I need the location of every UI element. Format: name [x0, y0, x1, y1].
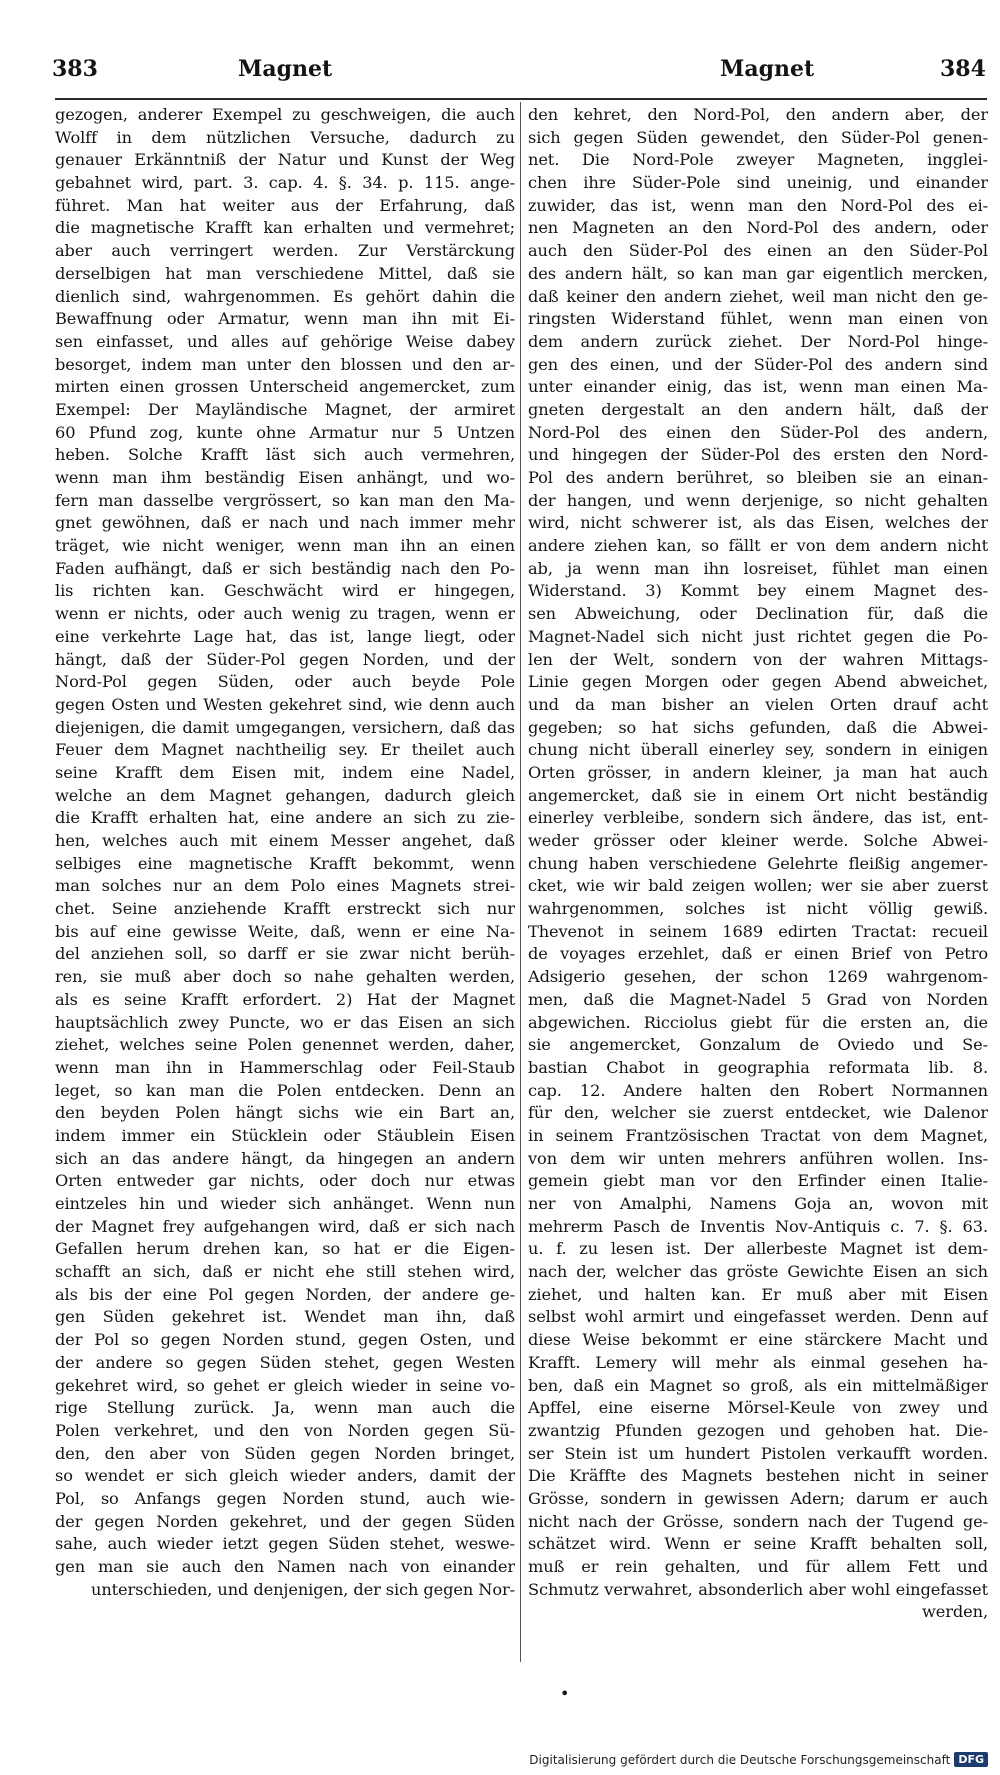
- text-line: fern man dasselbe vergrössert, so kan man den Ma-: [55, 490, 515, 510]
- text-line: Thevenot in seinem 1689 edirten Tractat: recueil: [528, 921, 988, 941]
- text-line: als es seine Krafft erfordert. 2) Hat der Magnet: [55, 989, 515, 1009]
- text-line: gen des einen, und der Süder-Pol des andern sind: [528, 354, 988, 374]
- text-line: sich gegen Süden gewendet, den Süder-Pol genen-: [528, 127, 988, 147]
- text-line: ner von Amalphi, Namens Goja an, wovon mit: [528, 1194, 988, 1213]
- text-line: wahrgenommen, solches ist nicht völlig gewiß.: [528, 899, 988, 919]
- text-line: Magnet-Nadel sich nicht just richtet gegen die Po-: [528, 626, 988, 646]
- text-line: der Pol so gegen Norden stund, gegen Osten, und: [55, 1330, 515, 1350]
- text-line: eintzeles hin und wieder sich anhänget. Wenn nun: [55, 1194, 515, 1213]
- text-line: selbst wohl armirt und eingefasset werden. Denn auf: [528, 1307, 988, 1327]
- running-title-right: Magnet: [720, 56, 815, 82]
- text-line: der gegen Norden gekehret, und der gegen Süden: [55, 1511, 515, 1531]
- text-line: welche an dem Magnet gehangen, dadurch gleich: [55, 785, 515, 805]
- text-line: man solches nur an dem Polo eines Magnets strei-: [55, 876, 515, 896]
- text-line: sahe, auch wieder ietzt gegen Süden stehet, weswe-: [55, 1534, 515, 1554]
- text-line: u. f. zu lesen ist. Der allerbeste Magnet ist dem-: [528, 1239, 988, 1259]
- text-line: und hingegen der Süder-Pol des ersten den Nord-: [528, 445, 988, 465]
- text-line: Polen verkehret, und den von Norden gegen Sü-: [55, 1420, 515, 1440]
- column-divider: [520, 102, 521, 1662]
- text-line: sen Abweichung, oder Declination für, daß die: [528, 604, 988, 624]
- text-line: gegeben; so hat sichs gefunden, daß die Abwei-: [528, 717, 988, 737]
- text-line: len der Welt, sondern von der wahren Mittags-: [528, 649, 988, 669]
- text-line: Wolff in dem nützlichen Versuche, dadurch zu: [55, 127, 515, 147]
- text-line: selbiges eine magnetische Krafft bekommt, wenn: [55, 853, 515, 873]
- text-line: gegen Osten und Westen gekehret sind, wie denn auch: [55, 694, 515, 714]
- text-line: leget, so kan man die Polen entdecken. Denn an: [55, 1080, 515, 1100]
- text-line: derselbigen hat man verschiedene Mittel, daß sie: [55, 263, 515, 283]
- text-line: Orten entweder gar nichts, oder doch nur etwas: [55, 1171, 515, 1191]
- text-line: bis auf eine gewisse Weite, daß, wenn er eine Na-: [55, 921, 515, 941]
- text-line: des andern hält, so kan man gar eigentlich mercken,: [528, 263, 988, 283]
- text-line: Orten grösser, in andern kleiner, ja man hat auch: [528, 762, 988, 782]
- text-line: net. Die Nord-Pole zweyer Magneten, ingglei-: [528, 150, 988, 170]
- text-line: den beyden Polen hängt sichs wie ein Bart an,: [55, 1103, 515, 1123]
- text-line: den kehret, den Nord-Pol, den andern aber, der: [528, 105, 988, 124]
- page-mark: •: [560, 1684, 570, 1703]
- page-number-right: 384: [940, 56, 986, 82]
- text-line: ab, ja wenn man ihn losreiset, fühlet man einen: [528, 558, 988, 578]
- text-line: nicht nach der Grösse, sondern nach der Tugend ge-: [528, 1511, 988, 1531]
- text-line: aber auch verringert werden. Zur Verstärckung: [55, 241, 515, 261]
- text-line: indem immer ein Stücklein oder Stäublein Eisen: [55, 1125, 515, 1145]
- text-line: dem andern zurück ziehet. Der Nord-Pol hinge-: [528, 331, 988, 351]
- text-line: Widerstand. 3) Kommt bey einem Magnet des-: [528, 581, 988, 601]
- text-line: ringsten Widerstand fühlet, wenn man einen von: [528, 309, 988, 329]
- text-line: seine Krafft dem Eisen mit, indem eine Nadel,: [55, 762, 515, 782]
- text-line: ser Stein ist um hundert Pistolen verkaufft worden.: [528, 1443, 988, 1463]
- text-line: träget, wie nicht weniger, wenn man ihn an einen: [55, 536, 515, 556]
- text-line: Pol des andern berühret, so bleiben sie an einan-: [528, 468, 988, 487]
- text-line: Feuer dem Magnet nachtheilig sey. Er theilet auch: [55, 740, 515, 760]
- page-number-left: 383: [52, 56, 98, 82]
- text-line: der hangen, und wenn derjenige, so nicht gehalten: [528, 490, 988, 510]
- text-line: für den, welcher sie zuerst entdecket, wie Dalenor: [528, 1103, 988, 1123]
- text-line: wird, nicht schwerer ist, als das Eisen, welches der: [528, 513, 988, 533]
- text-line: muß er rein gehalten, und für allem Fett und: [528, 1557, 988, 1576]
- text-line: so wendet er sich gleich wieder anders, damit der: [55, 1466, 515, 1486]
- text-line: mirten einen grossen Unterscheid angemercket, zum: [55, 377, 515, 397]
- text-line: bastian Chabot in geographia reformata lib. 8.: [528, 1057, 988, 1077]
- footer-text: Digitalisierung gefördert durch die Deutsche Forschungsgemeinschaft: [529, 1752, 951, 1767]
- text-line: den, den aber von Süden gegen Norden bringet,: [55, 1443, 515, 1463]
- text-line: 60 Pfund zog, kunte ohne Armatur nur 5 Untzen: [55, 422, 515, 442]
- text-line: zwantzig Pfunden gezogen und gehoben hat. Die-: [528, 1420, 988, 1440]
- text-line: daß keiner den andern ziehet, weil man nicht den ge-: [528, 286, 988, 306]
- text-line: wenn man ihn in Hammerschlag oder Feil-Staub: [55, 1057, 515, 1077]
- left-column: [55, 104, 515, 1601]
- text-line: sie angemercket, Gonzalum de Oviedo und Se-: [528, 1035, 988, 1055]
- text-line: als bis der eine Pol gegen Norden, der andere ge-: [55, 1284, 515, 1304]
- text-line: auch den Süder-Pol des einen an den Süder-Pol: [528, 241, 988, 261]
- text-line: Faden aufhängt, daß er sich beständig nach den Po-: [55, 558, 515, 578]
- text-line: Schmutz verwahret, absonderlich aber wohl eingefasset: [528, 1579, 988, 1599]
- text-line: ben, daß ein Magnet so groß, als ein mittelmäßiger: [528, 1375, 988, 1395]
- text-line: Die Kräffte des Magnets bestehen nicht in seiner: [528, 1466, 988, 1486]
- text-line: nach der, welcher das gröste Gewichte Eisen an sich: [528, 1262, 988, 1282]
- text-line: chung haben verschiedene Gelehrte fleißig angemer-: [528, 853, 988, 873]
- text-line: in seinem Frantzösischen Tractat von dem Magnet,: [528, 1125, 988, 1145]
- text-line: die magnetische Krafft kan erhalten und vermehret;: [55, 218, 515, 238]
- text-line: chet. Seine anziehende Krafft erstreckt sich nur: [55, 899, 515, 919]
- text-line: gen man sie auch den Namen nach von einander: [55, 1557, 515, 1576]
- text-line: rige Stellung zurück. Ja, wenn man auch die: [55, 1398, 515, 1418]
- text-line: Bewaffnung oder Armatur, wenn man ihn mit Ei-: [55, 309, 515, 329]
- text-line: de voyages erzehlet, daß er einen Brief von Petro: [528, 944, 988, 964]
- text-line: abgewichen. Ricciolus giebt für die ersten an, die: [528, 1012, 988, 1032]
- text-line: lis richten kan. Geschwächt wird er hingegen,: [55, 581, 515, 601]
- text-line: Nord-Pol gegen Süden, oder auch beyde Pole: [55, 672, 515, 692]
- text-line: gnet gewöhnen, daß er nach und nach immer mehr: [55, 513, 515, 533]
- text-line: cap. 12. Andere halten den Robert Normannen: [528, 1080, 988, 1100]
- text-line: wenn er nichts, oder auch wenig zu tragen, wenn er: [55, 604, 515, 624]
- text-line: gekehret wird, so gehet er gleich wieder in seine vo-: [55, 1375, 515, 1395]
- text-line: hauptsächlich zwey Puncte, wo er das Eisen an sich: [55, 1012, 515, 1032]
- text-line: gezogen, anderer Exempel zu geschweigen, die auch: [55, 105, 515, 124]
- text-line: Nord-Pol des einen den Süder-Pol des andern,: [528, 422, 988, 442]
- text-line: der andere so gegen Süden stehet, gegen Westen: [55, 1352, 515, 1372]
- text-line: weder grösser oder kleiner werde. Solche Abwei-: [528, 831, 988, 850]
- text-line: Adsigerio gesehen, der schon 1269 wahrgenom-: [528, 967, 988, 987]
- text-line: Grösse, sondern in gewissen Adern; darum er auch: [528, 1488, 988, 1508]
- text-line: eine verkehrte Lage hat, das ist, lange liegt, oder: [55, 626, 515, 646]
- text-line: angemercket, daß sie in einem Ort nicht beständig: [528, 785, 988, 805]
- header-rule: [55, 98, 987, 100]
- text-line: Linie gegen Morgen oder gegen Abend abweichet,: [528, 672, 988, 692]
- text-line: von dem wir unten mehrers anführen wollen. Ins-: [528, 1148, 988, 1168]
- text-line: unterschieden, und denjenigen, der sich gegen Nor-: [91, 1579, 515, 1599]
- text-line: cket, wie wir bald zeigen wollen; wer sie aber zuerst: [528, 876, 988, 896]
- text-line: werden,: [922, 1602, 988, 1622]
- text-line: ziehet, und halten kan. Er muß aber mit Eisen: [528, 1284, 988, 1304]
- text-line: nen Magneten an den Nord-Pol des andern, oder: [528, 218, 988, 238]
- text-line: und da man bisher an vielen Orten drauf acht: [528, 694, 988, 714]
- text-line: zuwider, das ist, wenn man den Nord-Pol des ei-: [528, 195, 988, 215]
- text-line: andere ziehen kan, so fällt er von dem andern nicht: [528, 536, 988, 556]
- text-line: Gefallen herum drehen kan, so hat er die Eigen-: [55, 1239, 515, 1259]
- text-line: führet. Man hat weiter aus der Erfahrung, daß: [55, 195, 515, 215]
- text-line: heben. Solche Krafft läst sich auch vermehren,: [55, 445, 515, 465]
- text-line: men, daß die Magnet-Nadel 5 Grad von Norden: [528, 989, 988, 1009]
- text-line: Pol, so Anfangs gegen Norden stund, auch wie-: [55, 1488, 515, 1508]
- text-line: hängt, daß der Süder-Pol gegen Norden, und der: [55, 649, 515, 669]
- text-line: ren, sie muß aber doch so nahe gehalten werden,: [55, 967, 515, 987]
- right-column: [528, 104, 988, 1624]
- text-line: diese Weise bekommt er eine stärckere Macht und: [528, 1330, 988, 1350]
- text-line: wenn man ihm beständig Eisen anhängt, und wo-: [55, 468, 515, 487]
- text-line: sich an das andere hängt, da hingegen an andern: [55, 1148, 515, 1168]
- text-line: der Magnet frey aufgehangen wird, daß er sich nach: [55, 1216, 515, 1236]
- text-line: chen ihre Süder-Pole sind uneinig, und einander: [528, 173, 988, 193]
- dfg-logo-icon: DFG: [954, 1752, 988, 1767]
- text-line: die Krafft erhalten hat, eine andere an sich zu zie-: [55, 808, 515, 828]
- text-line: hen, welches auch mit einem Messer angehet, daß: [55, 831, 515, 850]
- text-line: ziehet, welches seine Polen genennet werden, daher,: [55, 1035, 515, 1055]
- text-line: einerley verbleibe, sondern sich ändere, das ist, ent-: [528, 808, 988, 828]
- text-line: besorget, indem man unter den blossen und den ar-: [55, 354, 515, 374]
- footer: [529, 1752, 988, 1767]
- text-line: Exempel: Der Mayländische Magnet, der armiret: [55, 399, 515, 419]
- text-line: chung nicht überall einerley sey, sondern in einigen: [528, 740, 988, 760]
- text-line: Krafft. Lemery will mehr als einmal gesehen ha-: [528, 1352, 988, 1372]
- text-line: genauer Erkänntniß der Natur und Kunst der Weg: [55, 150, 515, 170]
- text-line: gen Süden gekehret ist. Wendet man ihn, daß: [55, 1307, 515, 1327]
- text-line: mehrerm Pasch de Inventis Nov-Antiquis c. 7. §. 63.: [528, 1216, 988, 1236]
- text-line: dienlich sind, wahrgenommen. Es gehört dahin die: [55, 286, 515, 306]
- text-line: Apffel, eine eiserne Mörsel-Keule von zwey und: [528, 1398, 988, 1418]
- text-line: schätzet wird. Wenn er seine Krafft behalten soll,: [528, 1534, 988, 1554]
- running-title-left: Magnet: [238, 56, 333, 82]
- text-line: gebahnet wird, part. 3. cap. 4. §. 34. p. 115. ange-: [55, 173, 515, 193]
- text-line: schafft an sich, daß er nicht ehe still stehen wird,: [55, 1262, 515, 1282]
- text-line: del anziehen soll, so darff er sie zwar nicht berüh-: [55, 944, 515, 964]
- text-line: gneten dergestalt an den andern hält, daß der: [528, 399, 988, 419]
- text-line: unter einander einig, das ist, wenn man einen Ma-: [528, 377, 988, 397]
- text-line: diejenigen, die damit umgegangen, versichern, daß das: [55, 717, 515, 737]
- text-line: sen einfasset, und alles auf gehörige Weise dabey: [55, 331, 515, 351]
- text-line: gemein giebt man vor den Erfinder einen Italie-: [528, 1171, 988, 1191]
